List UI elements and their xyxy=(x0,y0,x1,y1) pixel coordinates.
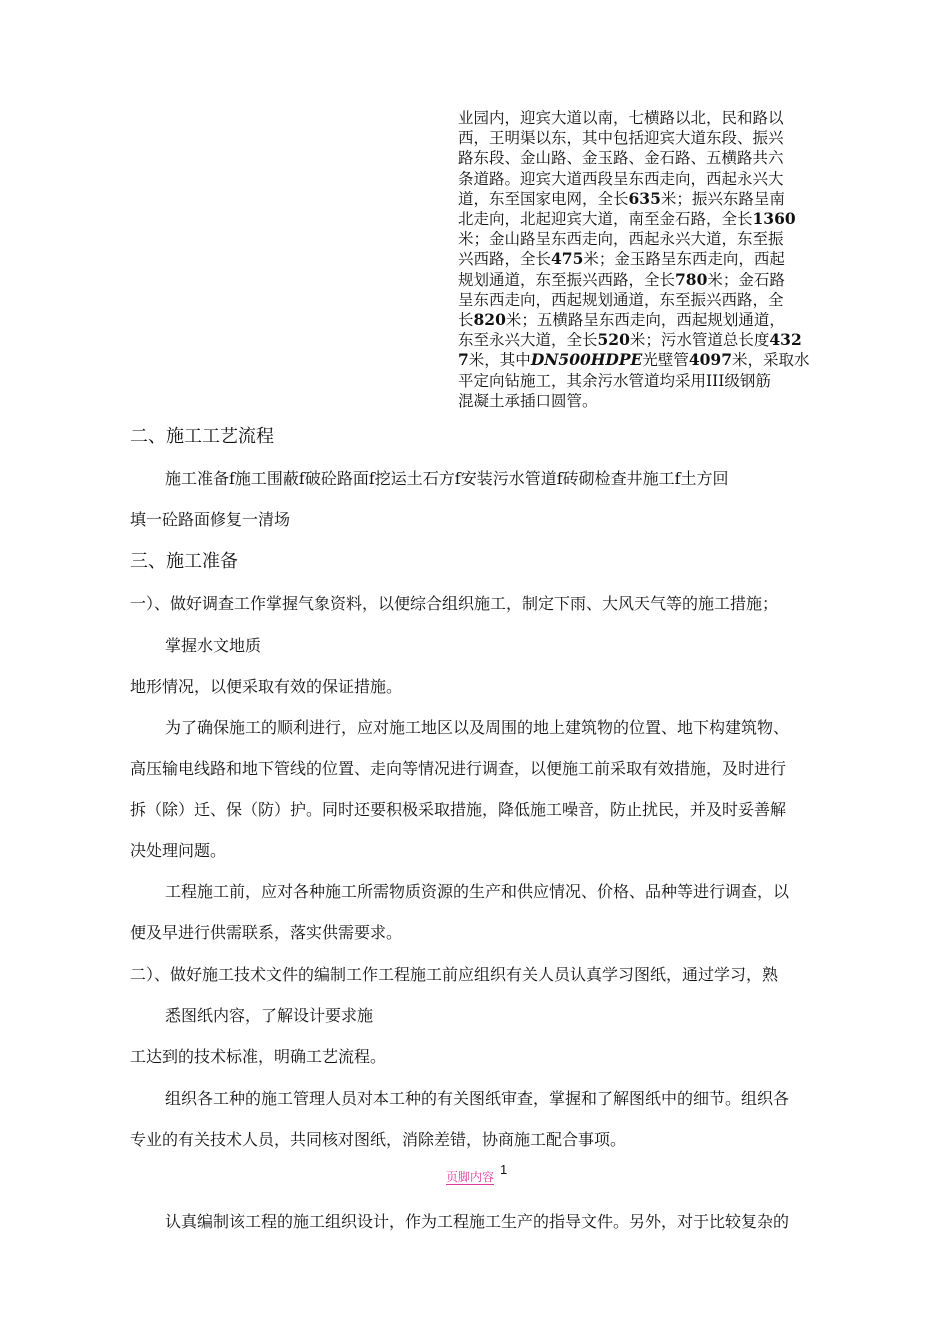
body-text-line: 为了确保施工的顺利进行，应对施工地区以及周围的地上建筑物的位置、地下构建筑物、 xyxy=(165,718,790,737)
column-text-line xyxy=(458,169,830,189)
text-run: 米，其中 xyxy=(468,351,531,370)
text-run: 米；振兴东路呈南 xyxy=(660,189,785,208)
text-run: 兴西路，全长 xyxy=(458,250,552,269)
text-run: 路东段、金山路、金玉路、金石路、五横路共六 xyxy=(458,149,784,168)
item-heading-technical-docs: 二）、做好施工技术文件的编制工作工程施工前应组织有关人员认真学习图纸，通过学习，熟 xyxy=(130,965,779,984)
text-run: 呈东西走向，西起规划通道，东至振兴西路，全 xyxy=(458,290,784,309)
emphasized-value: 1360 xyxy=(752,209,796,229)
text-run: 东至永兴大道，全长 xyxy=(458,331,598,350)
body-text-line: 决处理问题。 xyxy=(130,841,227,860)
body-text-line: 认真编制该工程的施工组织设计，作为工程施工生产的指导文件。另外，对于比较复杂的 xyxy=(165,1212,790,1231)
emphasized-value: 432 xyxy=(769,330,802,350)
text-run: 条道路。迎宾大道西段呈东西走向，西起永兴大 xyxy=(458,169,784,188)
page-number: 1 xyxy=(500,1162,508,1177)
emphasized-value: DN500HDPE xyxy=(530,350,643,370)
body-text-line: 工达到的技术标准，明确工艺流程。 xyxy=(130,1047,387,1066)
text-run: 米；金山路呈东西走向，西起永兴大道，东至振 xyxy=(458,230,784,249)
text-run: 北走向，北起迎宾大道，南至金石路，全长 xyxy=(458,210,753,229)
column-text-line xyxy=(458,350,830,370)
emphasized-value: 635 xyxy=(628,188,661,208)
text-run: 西，王明渠以东，其中包括迎宾大道东段、振兴 xyxy=(458,129,784,148)
body-text-line: 高压输电线路和地下管线的位置、走向等情况进行调查，以便施工前采取有效措施，及时进行 xyxy=(130,759,787,778)
section-heading-process: 二、施工工艺流程 xyxy=(130,426,274,447)
text-run: 光壁管 xyxy=(642,351,689,370)
item-heading-survey: 一）、做好调查工作掌握气象资料，以便综合组织施工，制定下雨、大风天气等的施工措施； xyxy=(130,594,779,613)
body-text-line: 专业的有关技术人员，共同核对图纸，消除差错，协商施工配合事项。 xyxy=(130,1130,627,1149)
text-run: 米；五横路呈东西走向，西起规划通道， xyxy=(505,311,785,330)
column-text-line xyxy=(458,391,830,411)
column-text-line xyxy=(458,330,830,350)
section-heading-preparation: 三、施工准备 xyxy=(130,551,238,572)
text-run: 米；金石路 xyxy=(707,270,785,289)
text-run: 业园内，迎宾大道以南，七横路以北，民和路以 xyxy=(458,109,784,127)
process-flow-line: 施工准备f施工围蔽f破砼路面f挖运土石方f安装污水管道f砖砌检查井施工f土方回 xyxy=(165,469,729,488)
column-text-line xyxy=(458,108,830,128)
body-text-line: 掌握水文地质 xyxy=(165,636,262,655)
column-text-line xyxy=(458,209,830,229)
emphasized-value: 4097 xyxy=(688,350,732,370)
column-text-line xyxy=(458,290,830,310)
emphasized-value: 7 xyxy=(458,350,469,370)
column-text-line xyxy=(458,371,830,391)
process-flow-line: 填一砼路面修复一清场 xyxy=(130,510,291,529)
text-run: 长 xyxy=(458,311,474,330)
project-description-column xyxy=(458,108,830,411)
emphasized-value: 820 xyxy=(473,310,506,330)
column-text-line xyxy=(458,148,830,168)
text-run: 道，东至国家电网，全长 xyxy=(458,189,629,208)
column-text-line xyxy=(458,270,830,290)
text-run: 平定向钻施工，其余污水管道均采用III级钢筋 xyxy=(458,371,771,390)
text-run: 混凝土承插口圆管。 xyxy=(458,391,598,410)
text-run: 规划通道，东至振兴西路，全长 xyxy=(458,270,676,289)
column-text-line xyxy=(458,128,830,148)
column-text-line xyxy=(458,229,830,249)
emphasized-value: 780 xyxy=(675,269,708,289)
emphasized-value: 475 xyxy=(551,249,584,269)
text-run: 米，采取水 xyxy=(732,351,810,370)
column-text-line xyxy=(458,310,830,330)
body-text-line: 便及早进行供需联系，落实供需要求。 xyxy=(130,923,403,942)
body-text-line: 悉图纸内容，了解设计要求施 xyxy=(165,1006,374,1025)
body-text-line: 组织各工种的施工管理人员对本工种的有关图纸审查，掌握和了解图纸中的细节。组织各 xyxy=(165,1089,790,1108)
body-text-line: 拆（除）迁、保（防）护。同时还要积极采取措施，降低施工噪音，防止扰民，并及时妥善解 xyxy=(130,800,787,819)
column-text-line xyxy=(458,189,830,209)
column-text-line xyxy=(458,249,830,269)
page-footer: 页脚内容 xyxy=(446,1170,495,1184)
body-text-line: 地形情况，以便采取有效的保证措施。 xyxy=(130,677,403,696)
text-run: 米；污水管道总长度 xyxy=(629,331,770,350)
text-run: 米；金玉路呈东西走向，西起 xyxy=(583,250,785,269)
emphasized-value: 520 xyxy=(597,330,630,350)
body-text-line: 工程施工前，应对各种施工所需物质资源的生产和供应情况、价格、品种等进行调查，以 xyxy=(165,882,790,901)
